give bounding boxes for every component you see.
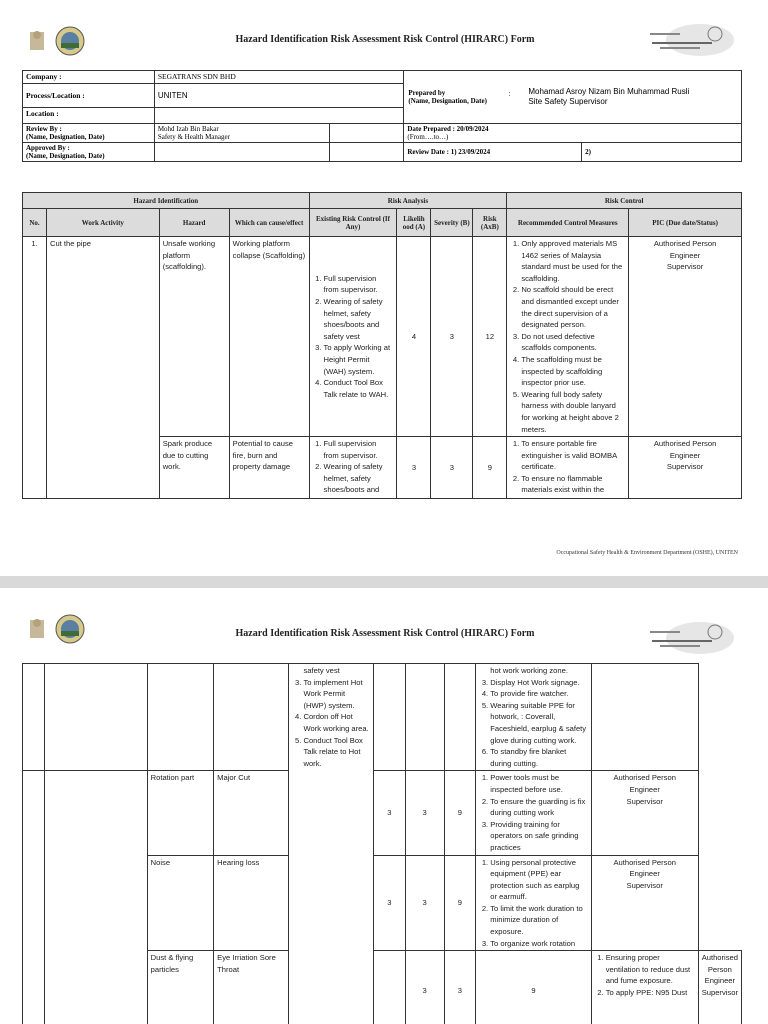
list-item: 3. To organize work rotation: [490, 938, 587, 950]
pic-line: Authorised Person: [613, 773, 676, 783]
list-item: 5. Wearing full body safety harness with double lanyard for working at height above 2 meters.: [521, 389, 625, 435]
row-severity: 3: [405, 771, 444, 855]
pic-line: Authorised Person: [701, 953, 738, 974]
hazard-table: [22, 192, 742, 499]
page-header: [0, 588, 768, 658]
col-work-activity: Work Activity: [46, 209, 159, 237]
row-risk: 9: [473, 437, 507, 499]
row-no: 1.: [23, 237, 47, 499]
list-item: 1. Ensuring proper ventilation to reduce dust and fume exposure.: [606, 952, 695, 987]
col-hazard: Hazard: [159, 209, 229, 237]
date-prepared-cell: [404, 124, 742, 143]
list-item: 1. Power tools must be inspected before use.: [490, 772, 587, 795]
pic-line: Supervisor: [666, 262, 704, 272]
hazard-identification-header: Hazard Identification: [23, 193, 310, 209]
row-effect: Potential to cause fire, burn and property damage: [229, 437, 309, 499]
list-item: 2. To limit the work duration to minimize duration of exposure.: [490, 903, 587, 938]
row-likelihood: 4: [397, 237, 431, 437]
review-by-sublabel: (Name, Designation, Date): [26, 133, 105, 141]
pic-line: Engineer: [669, 250, 701, 260]
row-effect: Hearing loss: [214, 855, 289, 951]
review-date-1: Review Date : 1) 23/09/2024: [404, 143, 582, 162]
prepared-by-name: Mohamad Asroy Nizam Bin Muhammad Rusli: [528, 87, 690, 96]
row-pic: [591, 771, 698, 855]
row-risk: 9: [444, 855, 476, 951]
cell-empty: [23, 771, 45, 1024]
list-item: 2. Wearing of safety helmet, safety shoes/boots and: [324, 461, 394, 496]
row-likelihood: 3: [373, 771, 405, 855]
prepared-by-sublabel: (Name, Designation, Date): [408, 97, 487, 105]
row-hazard: Dust & flying particles: [147, 951, 214, 1024]
pic-line: Supervisor: [626, 880, 663, 890]
row-recommended: [476, 855, 591, 951]
cell-empty: [214, 664, 289, 771]
pic-line: Supervisor: [701, 988, 738, 998]
risk-control-header: Risk Control: [507, 193, 742, 209]
row-effect: Working platform collapse (Scaffolding): [229, 237, 309, 437]
review-by-role: Safety & Health Manager: [157, 133, 230, 141]
pic-line: Supervisor: [666, 462, 704, 472]
review-by-signature: [329, 124, 404, 143]
safety-first-logo: [28, 26, 90, 56]
row-existing-control: [309, 437, 397, 499]
row-hazard: Spark produce due to cutting work.: [159, 437, 229, 499]
list-item: 3. To implement Hot Work Permit (HWP) system.: [303, 677, 369, 712]
row-recommended: [591, 951, 698, 1024]
date-prepared-range: (From….to…): [407, 133, 449, 141]
date-prepared: Date Prepared : 20/09/2024: [407, 125, 489, 133]
col-risk: Risk (AxB): [473, 209, 507, 237]
row-likelihood: 3: [405, 951, 444, 1024]
pic-line: Engineer: [629, 784, 660, 794]
list-item: 2. To ensure the guarding is fix during cutting work: [490, 796, 587, 819]
uniten-tenaga-logo: [640, 22, 735, 58]
cell-empty: [45, 771, 147, 1024]
row-recommended: [476, 664, 591, 771]
approved-by-label: Approved By :: [26, 144, 70, 152]
approved-by-sublabel: (Name, Designation, Date): [26, 152, 105, 160]
list-item: 1. Only approved materials MS 1462 series of Malaysia standard must be used for the scaffolding.: [521, 238, 625, 284]
row-existing-control: [289, 664, 373, 1024]
company-label: Company :: [23, 71, 155, 84]
list-item: 6. To standby fire blanket during cutting.: [490, 746, 587, 769]
pic-line: Engineer: [629, 869, 660, 879]
list-item: 2. Wearing of safety helmet, safety shoes/boots and safety vest: [324, 296, 394, 342]
row-risk: 9: [476, 951, 591, 1024]
review-by-value: [154, 124, 329, 143]
list-item: hot work working zone.: [490, 666, 568, 675]
col-cause: Which can cause/effect: [229, 209, 309, 237]
table-row: [23, 664, 742, 771]
cell-empty: [591, 664, 698, 771]
review-by-label: Review By :: [26, 125, 62, 133]
list-item: 2. To ensure no flammable materials exist within the: [521, 473, 625, 496]
row-pic: [629, 237, 742, 437]
cell-empty: [373, 951, 405, 1024]
row-severity: 3: [431, 237, 473, 437]
col-severity: Severity (B): [431, 209, 473, 237]
risk-analysis-header: Risk Analysis: [309, 193, 507, 209]
row-effect: Eye Irriation Sore Throat: [214, 951, 289, 1024]
list-item: 1. Full supervision from supervisor.: [324, 273, 394, 296]
prepared-by-cell: [404, 71, 742, 124]
col-no: No.: [23, 209, 47, 237]
hazard-table-continued: [22, 663, 742, 1024]
row-likelihood: 3: [373, 855, 405, 951]
pic-line: Authorised Person: [653, 439, 717, 449]
review-by-cell: [23, 124, 155, 143]
prepared-by-colon: :: [508, 89, 511, 98]
approved-by-signature: [329, 143, 404, 162]
cell-empty: [373, 664, 405, 771]
approved-by-value: [154, 143, 329, 162]
cell-empty: [444, 664, 476, 771]
process-label: Process/Location :: [23, 84, 155, 108]
list-item: 1. Using personal protective equipment (PPE) ear protection such as earplug or earmuff.: [490, 857, 587, 903]
review-date-2: 2): [582, 143, 742, 162]
row-severity: 3: [444, 951, 476, 1024]
list-item: 3. Display Hot Work signage.: [490, 677, 587, 689]
row-risk: 12: [473, 237, 507, 437]
list-item: 1. To ensure portable fire extinguisher is valid BOMBA certificate.: [521, 438, 625, 473]
pic-line: Engineer: [669, 450, 701, 460]
pic-line: Authorised Person: [613, 857, 676, 867]
table-row: [23, 771, 742, 855]
review-by-name: Mohd Izab Bin Bakar: [157, 125, 219, 133]
cell-empty: [23, 664, 45, 771]
row-pic: [698, 951, 741, 1024]
cell-empty: [147, 664, 214, 771]
location-label: Location :: [23, 108, 155, 124]
list-item: 5. Wearing suitable PPE for hotwork, : Coverall, Faceshield, earplug & safety glove during cutting work.: [490, 700, 587, 746]
uniten-tenaga-logo: [640, 620, 735, 656]
page-2: [0, 588, 768, 1024]
row-risk: 9: [444, 771, 476, 855]
row-effect: Major Cut: [214, 771, 289, 855]
approved-by-cell: [23, 143, 155, 162]
cell-empty: [405, 664, 444, 771]
company-value: SEGATRANS SDN BHD: [154, 71, 404, 84]
list-item: 4. The scaffolding must be inspected by scaffolding inspector prior use.: [521, 354, 625, 389]
prepared-by-label: Prepared by: [408, 89, 446, 97]
list-item: 2. No scaffold should be erect and dismantled except under the direct supervision of a designated person.: [521, 284, 625, 330]
list-item: 1. Full supervision from supervisor.: [324, 438, 394, 461]
prepared-by-role: Site Safety Supervisor: [528, 97, 608, 106]
list-item: 3. To apply Working at Height Permit (WAH) system.: [324, 342, 394, 377]
col-likelihood: Likelih ood (A): [397, 209, 431, 237]
row-pic: [591, 855, 698, 951]
col-recommended: Recommended Control Measures: [507, 209, 629, 237]
row-pic: [629, 437, 742, 499]
safety-first-logo: [28, 614, 90, 644]
list-item: 4. Cordon off Hot Work working area.: [303, 711, 369, 734]
row-hazard: Rotation part: [147, 771, 214, 855]
process-value: UNITEN: [154, 84, 404, 108]
row-activity: Cut the pipe: [46, 237, 159, 499]
page-header: [0, 0, 768, 70]
page-footer: Occupational Safety Health & Environment Department (OSHE), UNITEN: [556, 550, 738, 556]
row-recommended: [476, 771, 591, 855]
page-title: Hazard Identification Risk Assessment Risk Control (HIRARC) Form: [235, 628, 535, 639]
row-existing-control: [309, 237, 397, 437]
row-hazard: Noise: [147, 855, 214, 951]
pic-line: Supervisor: [626, 796, 663, 806]
row-severity: 3: [405, 855, 444, 951]
row-recommended: [507, 237, 629, 437]
form-info-table: [22, 70, 742, 162]
list-item: 3. Do not used defective scaffolds components.: [521, 331, 625, 354]
page-title: Hazard Identification Risk Assessment Risk Control (HIRARC) Form: [235, 34, 535, 45]
pic-line: Engineer: [704, 976, 736, 986]
location-value: [154, 108, 404, 124]
list-item: 4. To provide fire watcher.: [490, 688, 587, 700]
list-item: 4. Conduct Tool Box Talk relate to WAH.: [324, 377, 394, 400]
list-item: 2. To apply PPE: N95 Dust: [606, 987, 695, 999]
row-hazard: Unsafe working platform (scaffolding).: [159, 237, 229, 437]
row-severity: 3: [431, 437, 473, 499]
list-item: safety vest: [303, 666, 340, 675]
pic-line: Authorised Person: [653, 239, 717, 248]
cell-empty: [45, 664, 147, 771]
list-item: 3. Providing training for operators on safe grinding practices: [490, 819, 587, 854]
col-existing-control: Existing Risk Control (If Any): [309, 209, 397, 237]
row-likelihood: 3: [397, 437, 431, 499]
list-item: 5. Conduct Tool Box Talk relate to Hot work.: [303, 735, 369, 770]
table-row: [23, 237, 742, 437]
col-pic: PIC (Due date/Status): [629, 209, 742, 237]
row-recommended: [507, 437, 629, 499]
